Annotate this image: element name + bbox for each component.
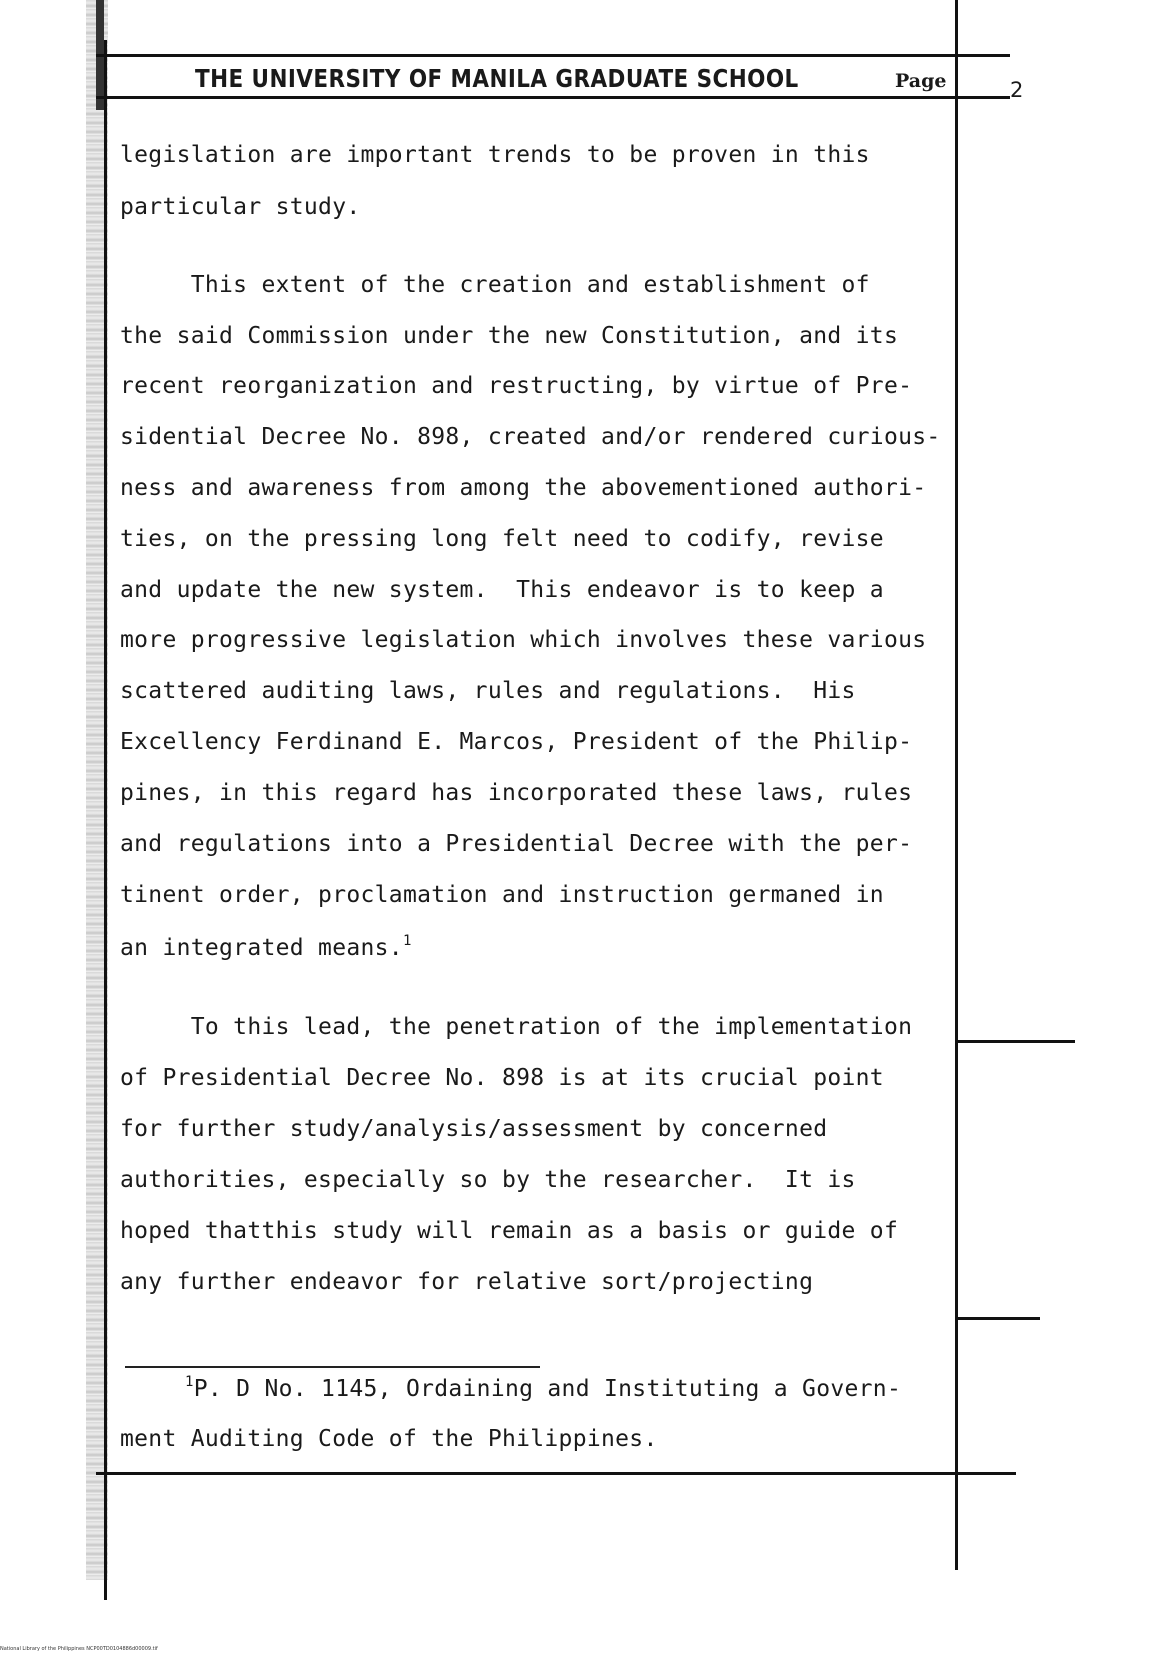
page-label: Page bbox=[895, 70, 947, 92]
body-line: recent reorganization and restructing, by virtue of Pre- bbox=[120, 373, 913, 399]
body-line: more progressive legislation which involves these various bbox=[120, 627, 927, 653]
footnote-line-1 bbox=[185, 1374, 901, 1402]
left-margin-rule bbox=[104, 40, 107, 1600]
right-margin-rule bbox=[955, 0, 958, 1570]
body-line: pines, in this regard has incorporated these laws, rules bbox=[120, 780, 913, 806]
header-top-rule bbox=[96, 54, 1010, 57]
body-line: authorities, especially so by the researcher. It is bbox=[120, 1167, 856, 1193]
body-line: scattered auditing laws, rules and regulations. His bbox=[120, 678, 856, 704]
body-line: Excellency Ferdinand E. Marcos, President of the Philip- bbox=[120, 729, 913, 755]
body-line-with-footnote bbox=[120, 933, 412, 961]
body-line-text: an integrated means. bbox=[120, 935, 403, 961]
body-line: the said Commission under the new Constitution, and its bbox=[120, 323, 899, 349]
body-line: hoped thatthis study will remain as a basis or guide of bbox=[120, 1218, 899, 1244]
footnote-text: P. D No. 1145, Ordaining and Instituting a Govern- bbox=[193, 1376, 902, 1402]
body-line: This extent of the creation and establishment of bbox=[120, 272, 870, 298]
scan-credit: National Library of the Philippines NCP00TD0104886d00009.tif bbox=[0, 1646, 158, 1652]
body-line: To this lead, the penetration of the implementation bbox=[120, 1014, 913, 1040]
header-bottom-rule bbox=[96, 96, 1010, 99]
body-line: and update the new system. This endeavor is to keep a bbox=[120, 577, 884, 603]
page-header-title: THE UNIVERSITY OF MANILA GRADUATE SCHOOL bbox=[195, 64, 799, 93]
body-line: for further study/analysis/assessment by concerned bbox=[120, 1116, 828, 1142]
body-line: particular study. bbox=[120, 194, 361, 220]
body-line: and regulations into a Presidential Decree with the per- bbox=[120, 831, 913, 857]
footnote-line-2: ment Auditing Code of the Philippines. bbox=[120, 1426, 658, 1452]
page-number: 2 bbox=[1010, 78, 1024, 102]
body-line: sidential Decree No. 898, created and/or rendered curious- bbox=[120, 424, 941, 450]
right-tab-rule-1 bbox=[955, 1040, 1075, 1043]
right-tab-rule-2 bbox=[955, 1317, 1040, 1320]
body-line: of Presidential Decree No. 898 is at its crucial point bbox=[120, 1065, 884, 1091]
body-line: ties, on the pressing long felt need to codify, revise bbox=[120, 526, 884, 552]
footnote-reference: 1 bbox=[402, 933, 412, 949]
body-line: any further endeavor for relative sort/projecting bbox=[120, 1269, 814, 1295]
footnote-marker: 1 bbox=[185, 1374, 194, 1390]
body-line: tinent order, proclamation and instruction germaned in bbox=[120, 882, 884, 908]
bottom-rule bbox=[96, 1472, 1016, 1475]
body-line: legislation are important trends to be proven in this bbox=[120, 142, 870, 168]
body-line: ness and awareness from among the abovementioned authori- bbox=[120, 475, 927, 501]
footnote-separator bbox=[125, 1366, 540, 1368]
